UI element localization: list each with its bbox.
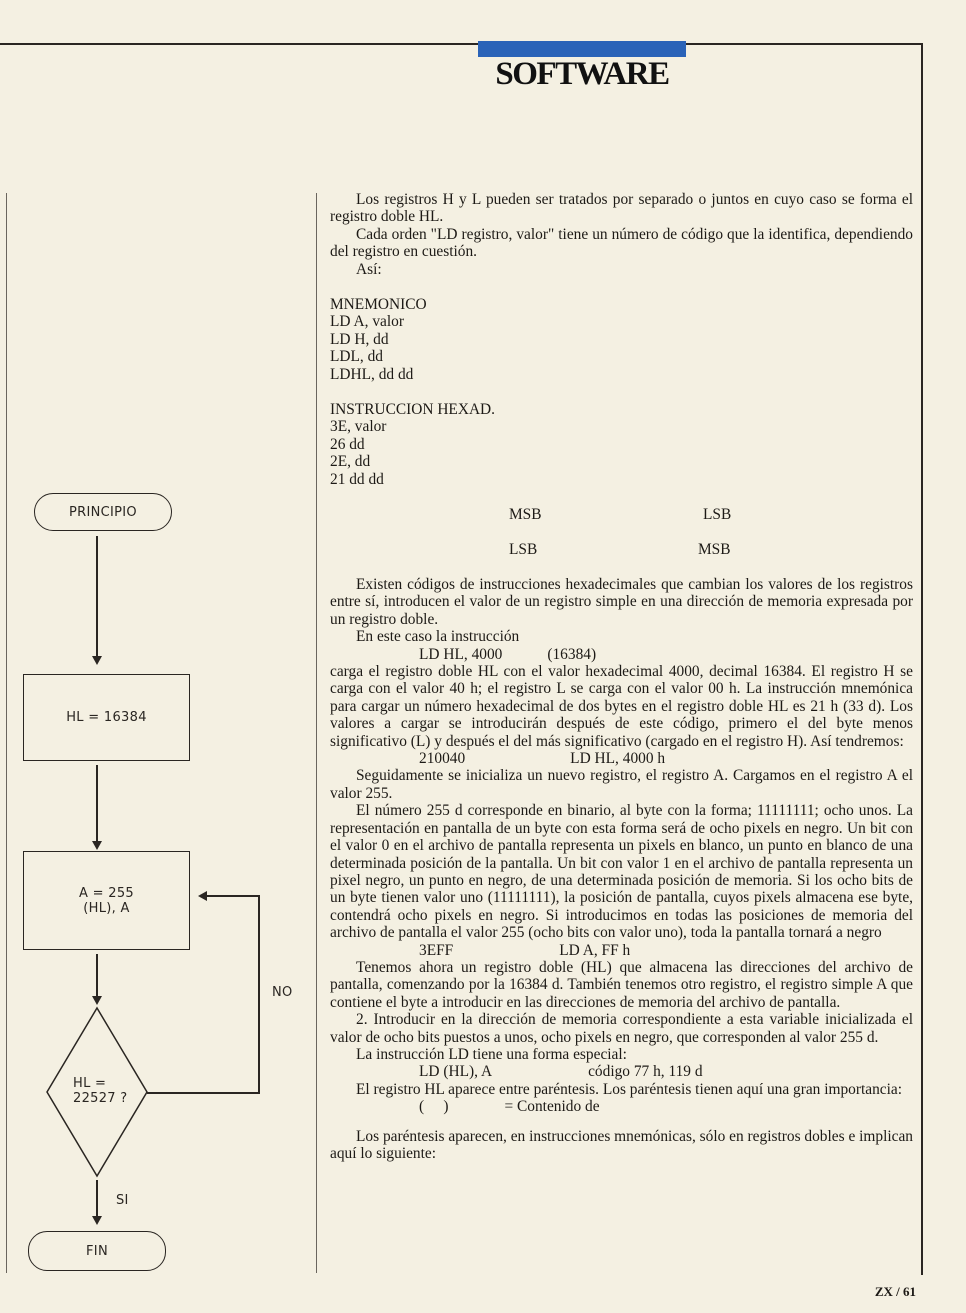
section-title: SOFTWARE [495, 56, 669, 92]
paragraph: Cada orden "LD registro, valor" tiene un número de código que la identifica, dependiendo del registro en cuestión. [330, 225, 913, 261]
flowchart-end: FIN [28, 1231, 166, 1271]
code-line [330, 1098, 913, 1115]
code-instruction: LD A, FF h [559, 941, 631, 959]
paragraph: El registro HL aparece entre paréntesis. Los paréntesis tienen aquí una gran importancia: [356, 1080, 903, 1098]
arrow-down-icon [92, 656, 102, 665]
step-a-line2: (HL), A [83, 900, 130, 916]
arrow-left-icon [198, 891, 207, 901]
yes-label: SI [116, 1193, 129, 1208]
mnemonic-item: LD A, valor [330, 313, 404, 331]
paragraph: Tenemos ahora un registro doble (HL) que almacena las direcciones del archivo de pantalla, comenzando por la 16384 d. También tenemos otro registro, el registro simple A que contiene el byte a introducir en las direcciones de memoria del archivo de pantalla. [330, 958, 913, 1011]
page-folio: ZX / 61 [874, 1284, 916, 1299]
paragraph: Los registros H y L pueden ser tratados por separado o juntos en cuyo caso se forma el registro doble HL. [330, 191, 913, 226]
loop-line [258, 896, 260, 1094]
hex-item: 21 dd dd [330, 470, 384, 488]
paragraph: carga el registro doble HL con el valor hexadecimal 4000, decimal 16384. El registro H se carga con el valor 40 h; el registro L se carga con el valor 00 h. La instrucción mnemónica para cargar un número hexadecimal de dos bytes en el registro doble HL es 21 h (33 d). Los valores a cargar se introducirán después de este código, primero el del byte menos significativo (L) y después el del más significativo (cargado en el registro H). Así tendremos: [330, 663, 913, 750]
code-instruction: LD (HL), A [419, 1063, 493, 1081]
left-rule [6, 193, 7, 1273]
paragraph: Seguidamente se inicializa un nuevo registro, el registro A. Cargamos en el registro A el valor 255. [330, 767, 913, 802]
step-hl-label: HL = 16384 [66, 710, 147, 725]
flowchart-step-a [23, 851, 190, 950]
code-symbol: ( ) [419, 1098, 449, 1116]
code-line [330, 750, 913, 767]
flowchart-step-hl [23, 674, 190, 761]
lsb-label: LSB [509, 541, 538, 558]
arrow-down-icon [92, 841, 102, 850]
msb-label: MSB [698, 541, 731, 558]
code-line [330, 1063, 913, 1080]
arrow-down-icon [92, 1216, 102, 1225]
decision-line2: 22527 ? [73, 1091, 128, 1106]
code-comment: código 77 h, 119 d [588, 1063, 703, 1081]
code-hex: 210040 [419, 750, 466, 768]
code-hex: 3EFF [419, 941, 454, 959]
paragraph: En este caso la instrucción [356, 628, 520, 646]
paragraph: 2. Introducir en la dirección de memoria correspondiente a esta variable inicializada el valor de ocho bits puestos a unos, ocho pixels en negro, que corresponden al valor 255 d. [330, 1011, 913, 1046]
msb-label: MSB [509, 506, 542, 523]
top-rule [0, 43, 923, 45]
paragraph: El número 255 d corresponde en binario, al byte con la forma; 11111111; ocho unos. La representación en pantalla de un byte con esta forma será de ocho pixels en negro. Un bit con el valor 0 en el archivo de pantalla representa un pixels en blanco, un punto en blanco de una determinada posición de la pantalla. Un bit con valor 1 en el archivo de pantalla representa un pixel negro, un punto en negro, de una determinada posición de memoria. Si los ocho bits de un byte tienen valor uno (11111111), la posición de pantalla, cuyos pixels almacena ese byte, contendrá ocho pixels en negro. Si introducimos en todas las posiciones de memoria del archivo de pantalla el valor 255 (ocho bits con valor uno), toda la pantalla tornará a negro [330, 802, 913, 942]
no-label: NO [272, 985, 293, 1000]
right-rule [921, 43, 923, 1275]
arrow-down-icon [92, 996, 102, 1005]
code-instruction: LD HL, 4000 [419, 645, 503, 663]
loop-line [147, 1092, 260, 1094]
code-line [330, 646, 913, 663]
mnemonic-item: LD H, dd [330, 330, 389, 348]
decision-line1: HL = [73, 1076, 107, 1091]
flowchart-start: PRINCIPIO [34, 493, 172, 531]
paragraph: Los paréntesis aparecen, en instrucciones mnemónicas, sólo en registros dobles e implican aquí lo siguiente: [330, 1127, 913, 1162]
code-line [330, 942, 913, 959]
mnemonic-item: LDL, dd [330, 348, 384, 366]
hex-list [330, 401, 495, 488]
hex-item: 26 dd [330, 435, 365, 453]
hex-item: 3E, valor [330, 418, 387, 436]
loop-line [205, 895, 260, 897]
paragraph: Existen códigos de instrucciones hexadecimales que cambian los valores de los registros entre sí, introducen el valor de un registro simple en una dirección de memoria expresada por un registro doble. [330, 576, 913, 628]
article-intro [330, 191, 913, 278]
connector-line [96, 1180, 98, 1220]
mnemonic-list [330, 296, 427, 383]
connector-line [96, 536, 98, 656]
connector-line [96, 954, 98, 1000]
paragraph: Así: [356, 260, 382, 278]
connector-line [96, 765, 98, 841]
article-body [330, 576, 913, 1162]
step-a-line1: A = 255 [79, 885, 134, 901]
column-divider [316, 193, 317, 1273]
code-instruction: LD HL, 4000 h [570, 750, 666, 768]
mnemonic-title: MNEMONICO [330, 296, 427, 313]
code-comment: = Contenido de [504, 1098, 600, 1116]
paragraph: La instrucción LD tiene una forma especial: [356, 1045, 627, 1063]
hex-title: INSTRUCCION HEXAD. [330, 401, 496, 418]
section-color-bar [478, 41, 686, 57]
code-comment: (16384) [547, 645, 597, 663]
mnemonic-item: LDHL, dd dd [330, 365, 414, 383]
lsb-label: LSB [703, 506, 732, 523]
hex-item: 2E, dd [330, 453, 371, 471]
